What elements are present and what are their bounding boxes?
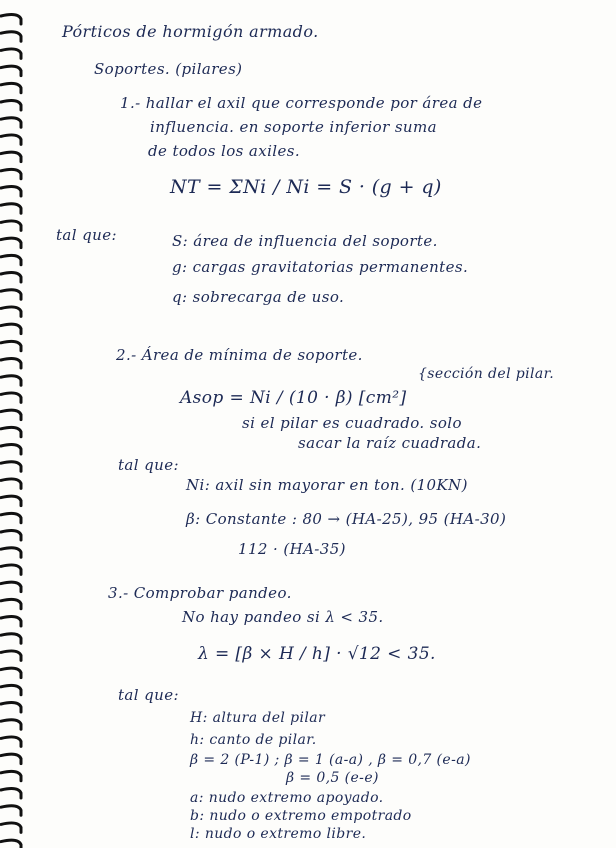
where1-item-q: q: sobrecarga de uso. <box>172 288 345 306</box>
spiral-ring <box>1 66 21 75</box>
spiral-ring <box>1 83 21 92</box>
where3-H: H: altura del pilar <box>190 710 326 726</box>
spiral-ring <box>1 49 21 58</box>
spiral-ring <box>1 754 21 763</box>
step1-line2: influencia. en soporte inferior suma <box>150 118 437 136</box>
spiral-ring <box>1 840 21 848</box>
spiral-ring <box>1 479 21 488</box>
step2-note2: sacar la raíz cuadrada. <box>298 434 482 452</box>
spiral-ring <box>1 617 21 626</box>
page-title: Pórticos de hormigón armado. <box>62 22 319 41</box>
spiral-ring <box>1 393 21 402</box>
section-subtitle: Soportes. (pilares) <box>94 60 243 78</box>
where2-label: tal que: <box>118 456 179 474</box>
spiral-ring <box>1 565 21 574</box>
where1-label: tal que: <box>56 226 117 244</box>
spiral-ring <box>1 307 21 316</box>
where3-a: a: nudo extremo apoyado. <box>190 790 384 806</box>
where1-item-g: g: cargas gravitatorias permanentes. <box>172 258 469 276</box>
step2-heading: 2.- Área de mínima de soporte. <box>116 346 363 364</box>
spiral-ring <box>1 651 21 660</box>
spiral-ring <box>1 668 21 677</box>
spiral-ring <box>1 152 21 161</box>
step3-heading: 3.- Comprobar pandeo. <box>108 584 292 602</box>
spiral-ring <box>1 685 21 694</box>
where3-b: b: nudo o extremo empotrado <box>190 808 412 824</box>
spiral-ring <box>1 445 21 454</box>
spiral-ring <box>1 737 21 746</box>
spiral-ring <box>1 255 21 264</box>
spiral-ring <box>1 238 21 247</box>
spiral-ring <box>1 101 21 110</box>
spiral-ring <box>1 634 21 643</box>
spiral-ring <box>1 771 21 780</box>
spiral-ring <box>1 359 21 368</box>
spiral-ring <box>1 703 21 712</box>
step2-note1: si el pilar es cuadrado. solo <box>242 414 462 432</box>
spiral-ring <box>1 427 21 436</box>
spiral-ring <box>1 204 21 213</box>
spiral-ring <box>1 513 21 522</box>
spiral-ring <box>1 32 21 41</box>
spiral-ring <box>1 531 21 540</box>
where3-betas1: β = 2 (P-1) ; β = 1 (a-a) , β = 0,7 (e-a) <box>190 752 471 768</box>
where3-betas2: β = 0,5 (e-e) <box>286 770 379 786</box>
spiral-ring <box>1 221 21 230</box>
where1-item-s: S: área de influencia del soporte. <box>172 232 438 250</box>
spiral-ring <box>1 823 21 832</box>
where2-beta1: β: Constante : 80 → (HA-25), 95 (HA-30) <box>186 510 507 528</box>
spiral-ring <box>1 187 21 196</box>
spiral-binding <box>0 0 30 848</box>
spiral-ring <box>1 582 21 591</box>
spiral-ring <box>1 324 21 333</box>
spiral-ring <box>1 118 21 127</box>
step1-formula: NT = ΣNi / Ni = S · (g + q) <box>170 176 442 198</box>
spiral-ring <box>1 462 21 471</box>
spiral-ring <box>1 806 21 815</box>
step2-formula: Asop = Ni / (10 · β) [cm²] <box>180 388 407 408</box>
where3-label: tal que: <box>118 686 179 704</box>
where3-h: h: canto de pilar. <box>190 732 317 748</box>
step1-line3: de todos los axiles. <box>148 142 301 160</box>
spiral-ring <box>1 789 21 798</box>
spiral-ring <box>1 720 21 729</box>
step2-aside: {sección del pilar. <box>418 366 555 382</box>
where3-l: l: nudo o extremo libre. <box>190 826 367 842</box>
spiral-ring <box>1 599 21 608</box>
spiral-ring <box>1 169 21 178</box>
where2-ni: Ni: axil sin mayorar en ton. (10KN) <box>186 476 468 494</box>
spiral-ring <box>1 290 21 299</box>
spiral-ring <box>1 376 21 385</box>
step3-condition: No hay pandeo si λ < 35. <box>182 608 384 626</box>
spiral-ring <box>1 548 21 557</box>
step1-line1: 1.- hallar el axil que corresponde por área de <box>120 94 483 112</box>
spiral-ring <box>1 410 21 419</box>
spiral-ring <box>1 496 21 505</box>
spiral-ring <box>1 273 21 282</box>
spiral-ring <box>1 15 21 24</box>
where2-beta2: 112 · (HA-35) <box>238 540 346 558</box>
step3-formula: λ = [β × H / h] · √12 < 35. <box>198 644 436 664</box>
spiral-ring <box>1 341 21 350</box>
spiral-ring <box>1 135 21 144</box>
